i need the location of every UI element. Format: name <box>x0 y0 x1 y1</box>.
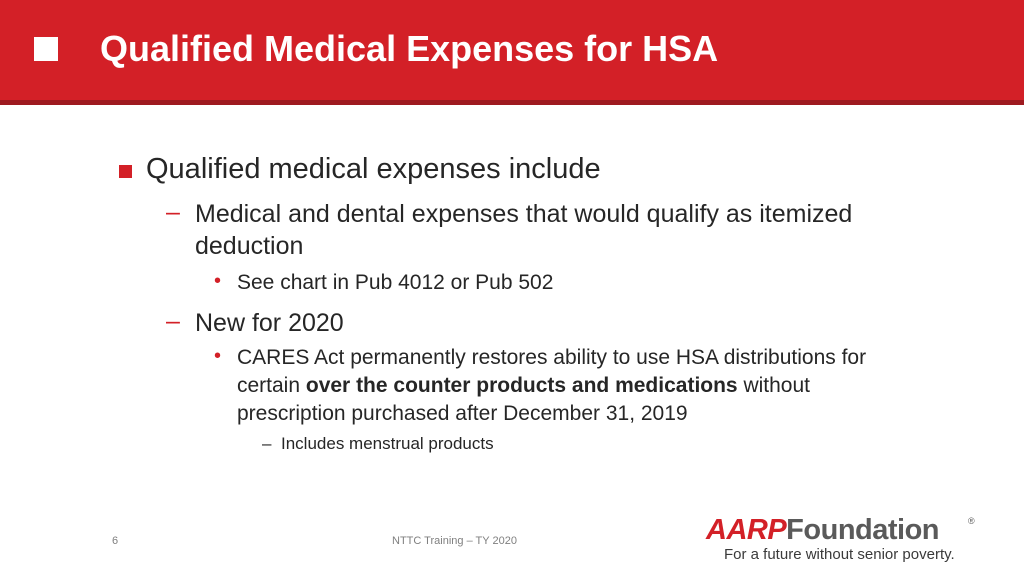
bullet-level2-itemized: Medical and dental expenses that would qualify as itemized deduction <box>195 200 853 260</box>
dot-bullet-icon: • <box>214 270 222 292</box>
logo-name: Foundation <box>786 514 940 546</box>
logo-brand: AARP <box>706 514 787 546</box>
cares-text-bold: over the counter products and medications <box>305 374 738 397</box>
bullet-level3-cares <box>237 344 912 428</box>
bullet-level1: Qualified medical expenses include <box>146 153 601 185</box>
dash-bullet-icon: – <box>262 434 272 453</box>
dash-bullet-icon: – <box>166 198 180 226</box>
bullet-level3-pub: See chart in Pub 4012 or Pub 502 <box>237 271 554 294</box>
dot-bullet-icon: • <box>214 345 222 367</box>
aarp-foundation-logo <box>706 514 996 570</box>
logo-registered: ® <box>968 516 975 526</box>
page-number: 6 <box>112 535 119 547</box>
dash-bullet-icon: – <box>166 307 180 335</box>
cares-text-post: without prescription purchased after December 31, 2019 <box>237 374 810 425</box>
logo-tagline: For a future without senior poverty. <box>724 546 955 563</box>
slide-title: Qualified Medical Expenses for HSA <box>100 28 719 69</box>
footer-text: NTTC Training – TY 2020 <box>392 535 517 547</box>
title-square-icon <box>34 37 58 61</box>
logo-wordmark <box>706 514 939 547</box>
bullet-level4-menstrual: Includes menstrual products <box>281 434 494 453</box>
bullet-level2-new: New for 2020 <box>195 309 344 337</box>
square-bullet-icon <box>119 165 132 178</box>
title-bar-stripe <box>0 100 1024 105</box>
cares-text-pre: CARES Act permanently restores ability to use HSA distributions for certain <box>237 346 867 397</box>
